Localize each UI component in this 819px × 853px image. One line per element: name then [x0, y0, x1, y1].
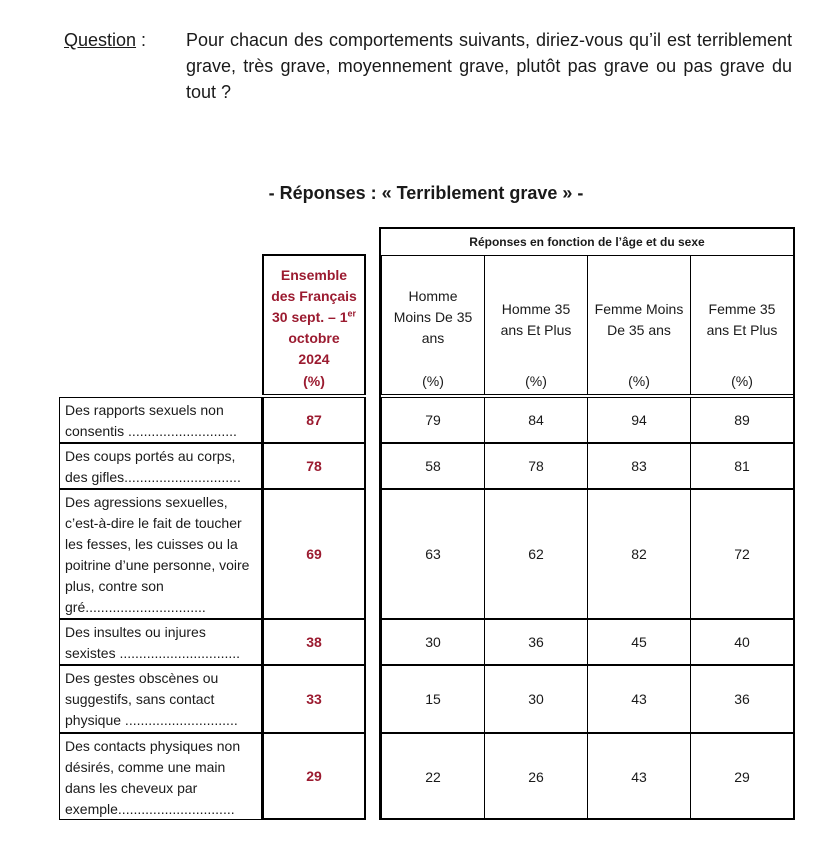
table-cell: 43 — [587, 665, 691, 733]
table-cell: 82 — [587, 489, 691, 619]
column-header-unit: (%) — [422, 373, 444, 389]
table-cell: 36 — [484, 619, 588, 665]
row-label: Des contacts physiques non désirés, comme une main dans les cheveux par exemple.............................. — [59, 733, 262, 820]
ensemble-line-2: des Français — [271, 288, 357, 304]
column-header-label: Femme 35 ans Et Plus — [706, 300, 778, 338]
row-label: Des agressions sexuelles, c’est-à-dire le fait de toucher les fesses, les cuisses ou la poitrine d’une personne, voire plus, contre son gré............................... — [59, 489, 262, 619]
table-cell: 72 — [690, 489, 794, 619]
ensemble-header — [262, 254, 366, 395]
table-cell: 79 — [381, 397, 485, 443]
ensemble-title — [264, 256, 364, 370]
table-cell: 89 — [690, 397, 794, 443]
column-header — [690, 255, 794, 395]
ensemble-line-5: 2024 — [298, 351, 330, 367]
ensemble-value: 78 — [262, 443, 366, 489]
question-separator: : — [136, 30, 147, 50]
ensemble-line-3-text: 30 sept. – 1 — [271, 309, 348, 325]
ensemble-value: 69 — [262, 489, 366, 619]
table-cell: 94 — [587, 397, 691, 443]
column-header — [587, 255, 691, 395]
group-title: Réponses en fonction de l’âge et du sexe — [469, 235, 705, 249]
column-header-unit: (%) — [731, 373, 753, 389]
table-cell: 22 — [381, 733, 485, 820]
ensemble-value: 87 — [262, 397, 366, 443]
column-header-unit: (%) — [628, 373, 650, 389]
table-cell: 30 — [381, 619, 485, 665]
question-block — [64, 27, 792, 105]
row-label: Des gestes obscènes ou suggestifs, sans contact physique ............................. — [59, 665, 262, 733]
table-cell: 63 — [381, 489, 485, 619]
question-text: Pour chacun des comportements suivants, diriez-vous qu’il est terriblement grave, très grave, moyennement grave, plutôt pas grave ou pas grave du tout ? — [186, 30, 792, 102]
ensemble-line-1: Ensemble — [280, 267, 348, 283]
column-header-label: Homme Moins De 35 ans — [393, 287, 473, 346]
ensemble-value: 33 — [262, 665, 366, 733]
table-cell: 30 — [484, 665, 588, 733]
row-label: Des insultes ou injures sexistes ............................... — [59, 619, 262, 665]
column-header-label: Femme Moins De 35 ans — [594, 300, 684, 338]
ensemble-unit: (%) — [303, 373, 325, 389]
question-label: Question — [64, 30, 137, 50]
question-label-wrap — [64, 27, 186, 105]
table-cell: 84 — [484, 397, 588, 443]
table-cell: 58 — [381, 443, 485, 489]
row-label: Des coups portés au corps, des gifles.............................. — [59, 443, 262, 489]
table-cell: 43 — [587, 733, 691, 820]
column-header-label: Homme 35 ans Et Plus — [500, 300, 572, 338]
table-cell: 26 — [484, 733, 588, 820]
table-cell: 62 — [484, 489, 588, 619]
table-cell: 45 — [587, 619, 691, 665]
column-header — [381, 255, 485, 395]
table-cell: 40 — [690, 619, 794, 665]
ensemble-value: 29 — [262, 733, 366, 820]
table-cell: 36 — [690, 665, 794, 733]
column-header-unit: (%) — [525, 373, 547, 389]
table-cell: 83 — [587, 443, 691, 489]
table-cell: 78 — [484, 443, 588, 489]
ensemble-line-3-sup: er — [347, 308, 356, 319]
row-label: Des rapports sexuels non consentis ............................ — [59, 397, 262, 443]
subtitle: - Réponses : « Terriblement grave » - — [268, 183, 584, 203]
table-cell: 29 — [690, 733, 794, 820]
ensemble-line-3 — [264, 307, 364, 328]
ensemble-line-4: octobre — [288, 330, 340, 346]
table-cell: 15 — [381, 665, 485, 733]
ensemble-value: 38 — [262, 619, 366, 665]
table-cell: 81 — [690, 443, 794, 489]
column-header — [484, 255, 588, 395]
